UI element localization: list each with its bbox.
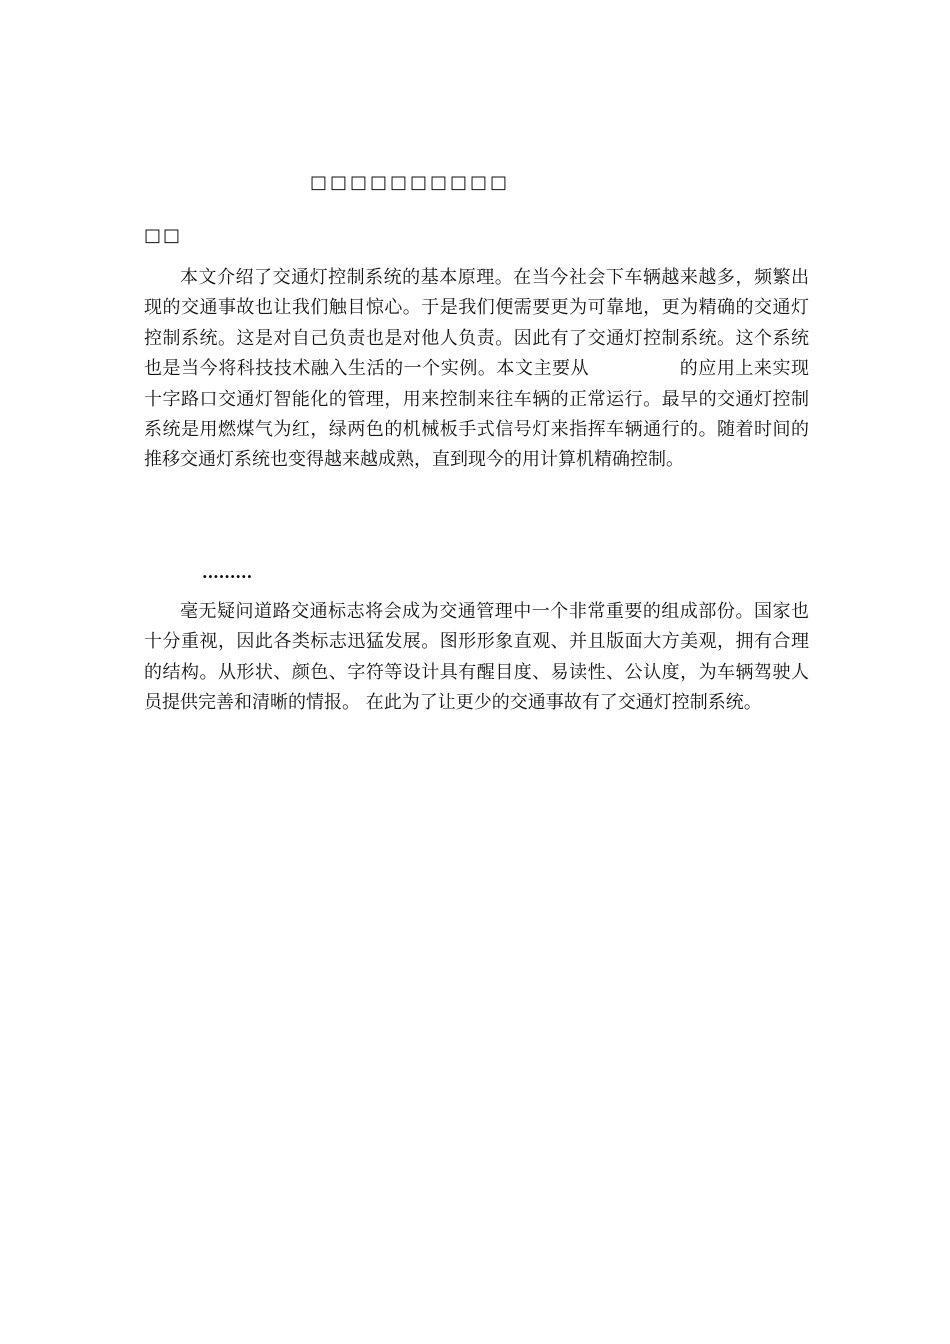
abstract-paragraph-1 (144, 263, 809, 476)
ellipsis-separator: ......... (202, 563, 253, 582)
abstract-label: □□ (144, 225, 183, 246)
document-title: □□□□□□□□□□ (309, 172, 511, 193)
paragraph-1-text-start: 本文介绍了交通灯控制系统的基本原理。在当今社会下车辆越来越多，频繁出现的交通事故也让我们触目惊心。于是我们便需要更为可靠地，更为精确的交通灯控制系统。这是对自己负责也是对他人负责。因此有了交通灯控制系统。这个系统也是当今将科技技术融入生活的一个实例。本文主要从 (144, 267, 809, 380)
abstract-paragraph-2: 毫无疑问道路交通标志将会成为交通管理中一个非常重要的组成部份。国家也十分重视，因此各类标志迅猛发展。图形形象直观、并且版面大方美观，拥有合理的结构。从形状、颜色、字符等设计具有醒目度、易读性、公认度，为车辆驾驶人员提供完善和清晰的情报。 在此为了让更少的交通事故有了交通灯控制系统。 (144, 601, 809, 714)
paragraph-1-text-end: 的应用上来实现十字路口交通灯智能化的管理，用来控制来往车辆的正常运行。最早的交通灯控制系统是用燃煤气为红，绿两色的机械板手式信号灯来指挥车辆通行的。随着时间的推移交通灯系统也变得越来越成熟，直到现今的用计算机精确控制。 (144, 358, 810, 471)
